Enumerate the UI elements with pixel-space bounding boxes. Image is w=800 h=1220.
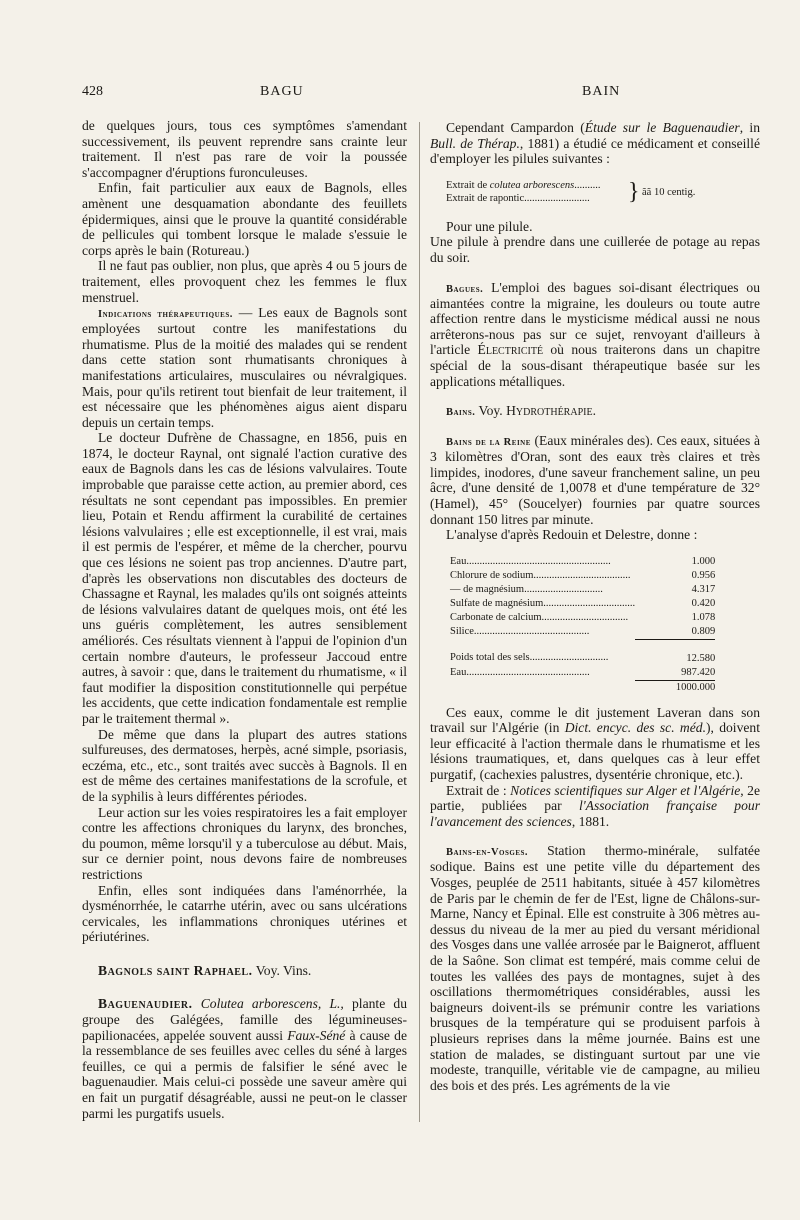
paragraph: Leur action sur les voies respiratoires les a fait employer contre les affections chroniques du larynx, des bronches, du poumon, même lorsqu'il y a tuberculose au début. Mais, sur ce dernier point, nous devons faire de nombreuses restrictions bbox=[82, 804, 407, 882]
recipe-line: Extrait de colutea arborescens.......... bbox=[446, 179, 601, 191]
table-row: Carbonate de calcium................................. 1.078 bbox=[450, 611, 716, 623]
table-row: Eau....................................................... 1.000 bbox=[450, 555, 716, 567]
entry-bagues: Bagues. L'emploi des bagues soi-disant électriques ou aimantées contre la migraine, les douleurs ou toute autre affection rentre dans le mysticisme médical aussi ne nous arrêterons-nous pas sur ce sujet, renvoyant d'ailleurs à l'article Électricité où nous traiterons dans un chapitre spécial de la sous-disant thérapeutique basée sur les applications métalliques. bbox=[430, 279, 760, 389]
right-column bbox=[430, 120, 760, 1093]
pill-recipe bbox=[446, 179, 760, 207]
paragraph: Enfin, elles sont indiquées dans l'aménorrhée, la dysménorrhée, le catarrhe utérin, avec ou sans ulcérations cervicales, les inflammations chroniques utérines et périutérines. bbox=[82, 882, 407, 945]
left-column bbox=[82, 118, 407, 1121]
table-row: Sulfate de magnésium................................... 0.420 bbox=[450, 597, 716, 609]
left-running-title: BAGU bbox=[260, 84, 304, 99]
running-header bbox=[82, 84, 752, 108]
mineral-analysis-table bbox=[450, 555, 715, 695]
indications-paragraph: Indications thérapeutiques. — Les eaux de Bagnols sont employées surtout contre les manifestations du rhumatisme. Plus de la moitié des malades qui se rendent dans cette station sont rhumatisants chroniques à manifestations articulaires, musculaires ou névralgiques. Mais, pour qu'ils retirent tout bienfait de leur traitement, il est nécessaire que les phénomènes aigus aient disparu depuis un certain temps. bbox=[82, 305, 407, 430]
entry-bains-de-la-reine: Bains de la Reine (Eaux minérales des). Ces eaux, situées à 3 kilomètres d'Oran, sont des eaux très claires et très limpides, inodores, d'une saveur franchement saline, un peu âcre, d'une densité de 1,0078 et d'une température de 32° (Hamel), 45° (Soucelyer) fournies par quatre sources donnant 150 litres par minute. bbox=[430, 433, 760, 527]
entry-headword: Baguenaudier. bbox=[98, 996, 193, 1012]
paragraph: Il ne faut pas oublier, non plus, que après 4 ou 5 jours de traitement, elles provoquent chez les femmes le flux menstruel. bbox=[82, 258, 407, 305]
paragraph: Pour une pilule. bbox=[446, 218, 533, 234]
entry-headword: Bains de la Reine bbox=[446, 437, 531, 449]
right-running-title: BAIN bbox=[582, 84, 621, 99]
entry-headword: Bains-en-Vosges. bbox=[446, 847, 529, 859]
campardon-paragraph: Cependant Campardon (Étude sur le Baguenaudier, in Bull. de Thérap., 1881) a étudié ce médicament et conseillé d'employer les pilules suivantes : bbox=[430, 120, 760, 167]
table-row: Chlorure de sodium..................................... 0.956 bbox=[450, 569, 716, 581]
table-total-row: 1000.000 bbox=[675, 681, 716, 693]
table-row: Poids total des sels.............................. 12.580 bbox=[450, 652, 716, 664]
table-row: Eau............................................... 987.420 bbox=[450, 666, 715, 681]
paragraph: Enfin, fait particulier aux eaux de Bagnols, elles amènent une desquamation abondante des feuillets épidermiques, ainsi que le prouve la quantité considérable de pellicules qui tombent lorsque le malade s'essuie le corps après le bain (Rotureau.) bbox=[82, 180, 407, 258]
table-row: Silice............................................ 0.809 bbox=[450, 625, 715, 640]
recipe-brace: } bbox=[628, 178, 640, 205]
entry-bains-en-vosges: Bains-en-Vosges. Station thermo-minérale, sulfatée sodique. Bains est une petite ville du département des Vosges, peuplée de 2511 habitants, située à 457 kilomètres de Paris par le chemin de fer de l'Est, ligne de Châlons-sur-Marne, Nancy et Épinal. Elle est construite à 306 mètres au-dessus du niveau de la mer au pied du versant méridional des Vosges dans une vallée arrosée par le Baignerot, affluent de la Saône. Son climat est tempéré, mais comme celui de toutes les vallées des pays de montagnes, sujet à des oscillations thermométriques considérables, aussi les baigneurs doivent-ils se prémunir contre les variations brusques de la température qui se produisent parfois à plusieurs reprises dans la même journée. Bains est une station de malades, se distinguant surtout par une vie modeste, tranquille, véritable vie de campagne, au milieu des bois et des prés. Les agréments de la vie bbox=[430, 843, 760, 1093]
entry-headword: Bagnols saint Raphael. bbox=[98, 962, 253, 978]
paragraph: Une pilule à prendre dans une cuillerée de potage au repas du soir. bbox=[430, 234, 760, 265]
table-row: — de magnésium.............................. 4.317 bbox=[450, 583, 716, 595]
entry-headword: Bains. bbox=[446, 407, 476, 419]
recipe-line: Extrait de rapontic......................... bbox=[446, 192, 590, 204]
paragraph: Le docteur Dufrène de Chassagne, en 1856, puis en 1874, le docteur Raynal, ont signalé l'action curative des eaux de Bagnols dans les cas de lésions valvulaires. Toute improbable que paraisse cette action, au premier abord, ces résultats ne sont cependant pas impossibles. En premier lieu, Potain et Rendu affirment la curabilité de certaines lésions valvulaires ; elle est exceptionnelle, il est vrai, mais il est permis de l'espérer, et même de la chercher, pourvu que ces lésions ne soient pas trop anciennes. D'autre part, d'après les observations non discutables des docteurs de Chassagne et Raynal, les malades qu'ils ont soignés atteints de lésions valvulaires datant de quelques mois, ont été les uns guéris complètement, les autres sensiblement améliorés. Ces résultats viennent à l'appui de l'opinion d'un certain nombre d'auteurs, le professeur Jaccoud entre autres, à savoir : que, dans le traitement du rhumatisme, « il faut modifier la disposition constitutionnelle qui perpétue les accidents, que cette indication fondamentale est remplie par le traitement thermal ». bbox=[82, 430, 407, 726]
entry-baguenaudier: Baguenaudier. Colutea arborescens, L., plante du groupe des Galégées, famille des légumineuses-papilionacées, appelée souvent aussi Faux-Séné à cause de la ressemblance de ses feuilles avec celles du séné à larges feuilles, ce qui a permis de falsifier le séné avec le baguenaudier. Mais celui-ci possède une saveur amère qui en fait un purgatif désagréable, aussi ne peut-on le classer parmi les purgatifs usuels. bbox=[82, 996, 408, 1121]
extrait-paragraph: Extrait de : Notices scientifiques sur Alger et l'Algérie, 2e partie, publiées par l'Association française pour l'avancement des sciences, 1881. bbox=[430, 782, 761, 829]
entry-bains: Bains. Voy. Hydrothérapie. bbox=[446, 403, 596, 419]
page-number: 428 bbox=[82, 84, 103, 99]
laveran-paragraph: Ces eaux, comme le dit justement Laveran dans son travail sur l'Algérie (in Dict. encyc. des sc. méd.), doivent leur efficacité à l'action thermale dans le rhumatisme et les lésions traumatiques, et, dans quelques cas à leur effet purgatif, (cachexies palustres, dysentérie chronique, etc.). bbox=[430, 704, 760, 783]
paragraph: L'analyse d'après Redouin et Delestre, donne : bbox=[446, 527, 698, 543]
indications-label: Indications thérapeutiques. bbox=[98, 309, 233, 321]
column-divider bbox=[419, 122, 420, 1122]
entry-headword: Bagues. bbox=[446, 283, 484, 295]
paragraph: De même que dans la plupart des autres stations sulfureuses, des dermatoses, herpès, acné simple, psoriasis, eczéma, etc., etc., sont traités avec succès à Bagnols. Il en est de même des certaines manifestations de la scrofule, et de la syphilis à leurs différentes périodes. bbox=[82, 726, 407, 804]
entry-bagnols-saint-raphael: Bagnols saint Raphael. Voy. Vins. bbox=[98, 962, 312, 978]
paragraph: de quelques jours, tous ces symptômes s'amendant successivement, ils peuvent reprendre sans crainte leur traitement. Il n'est pas rare de voir la poussée s'accompagner d'éruptions furonculeuses. bbox=[82, 118, 407, 180]
recipe-dose: ãã 10 centig. bbox=[642, 186, 696, 198]
